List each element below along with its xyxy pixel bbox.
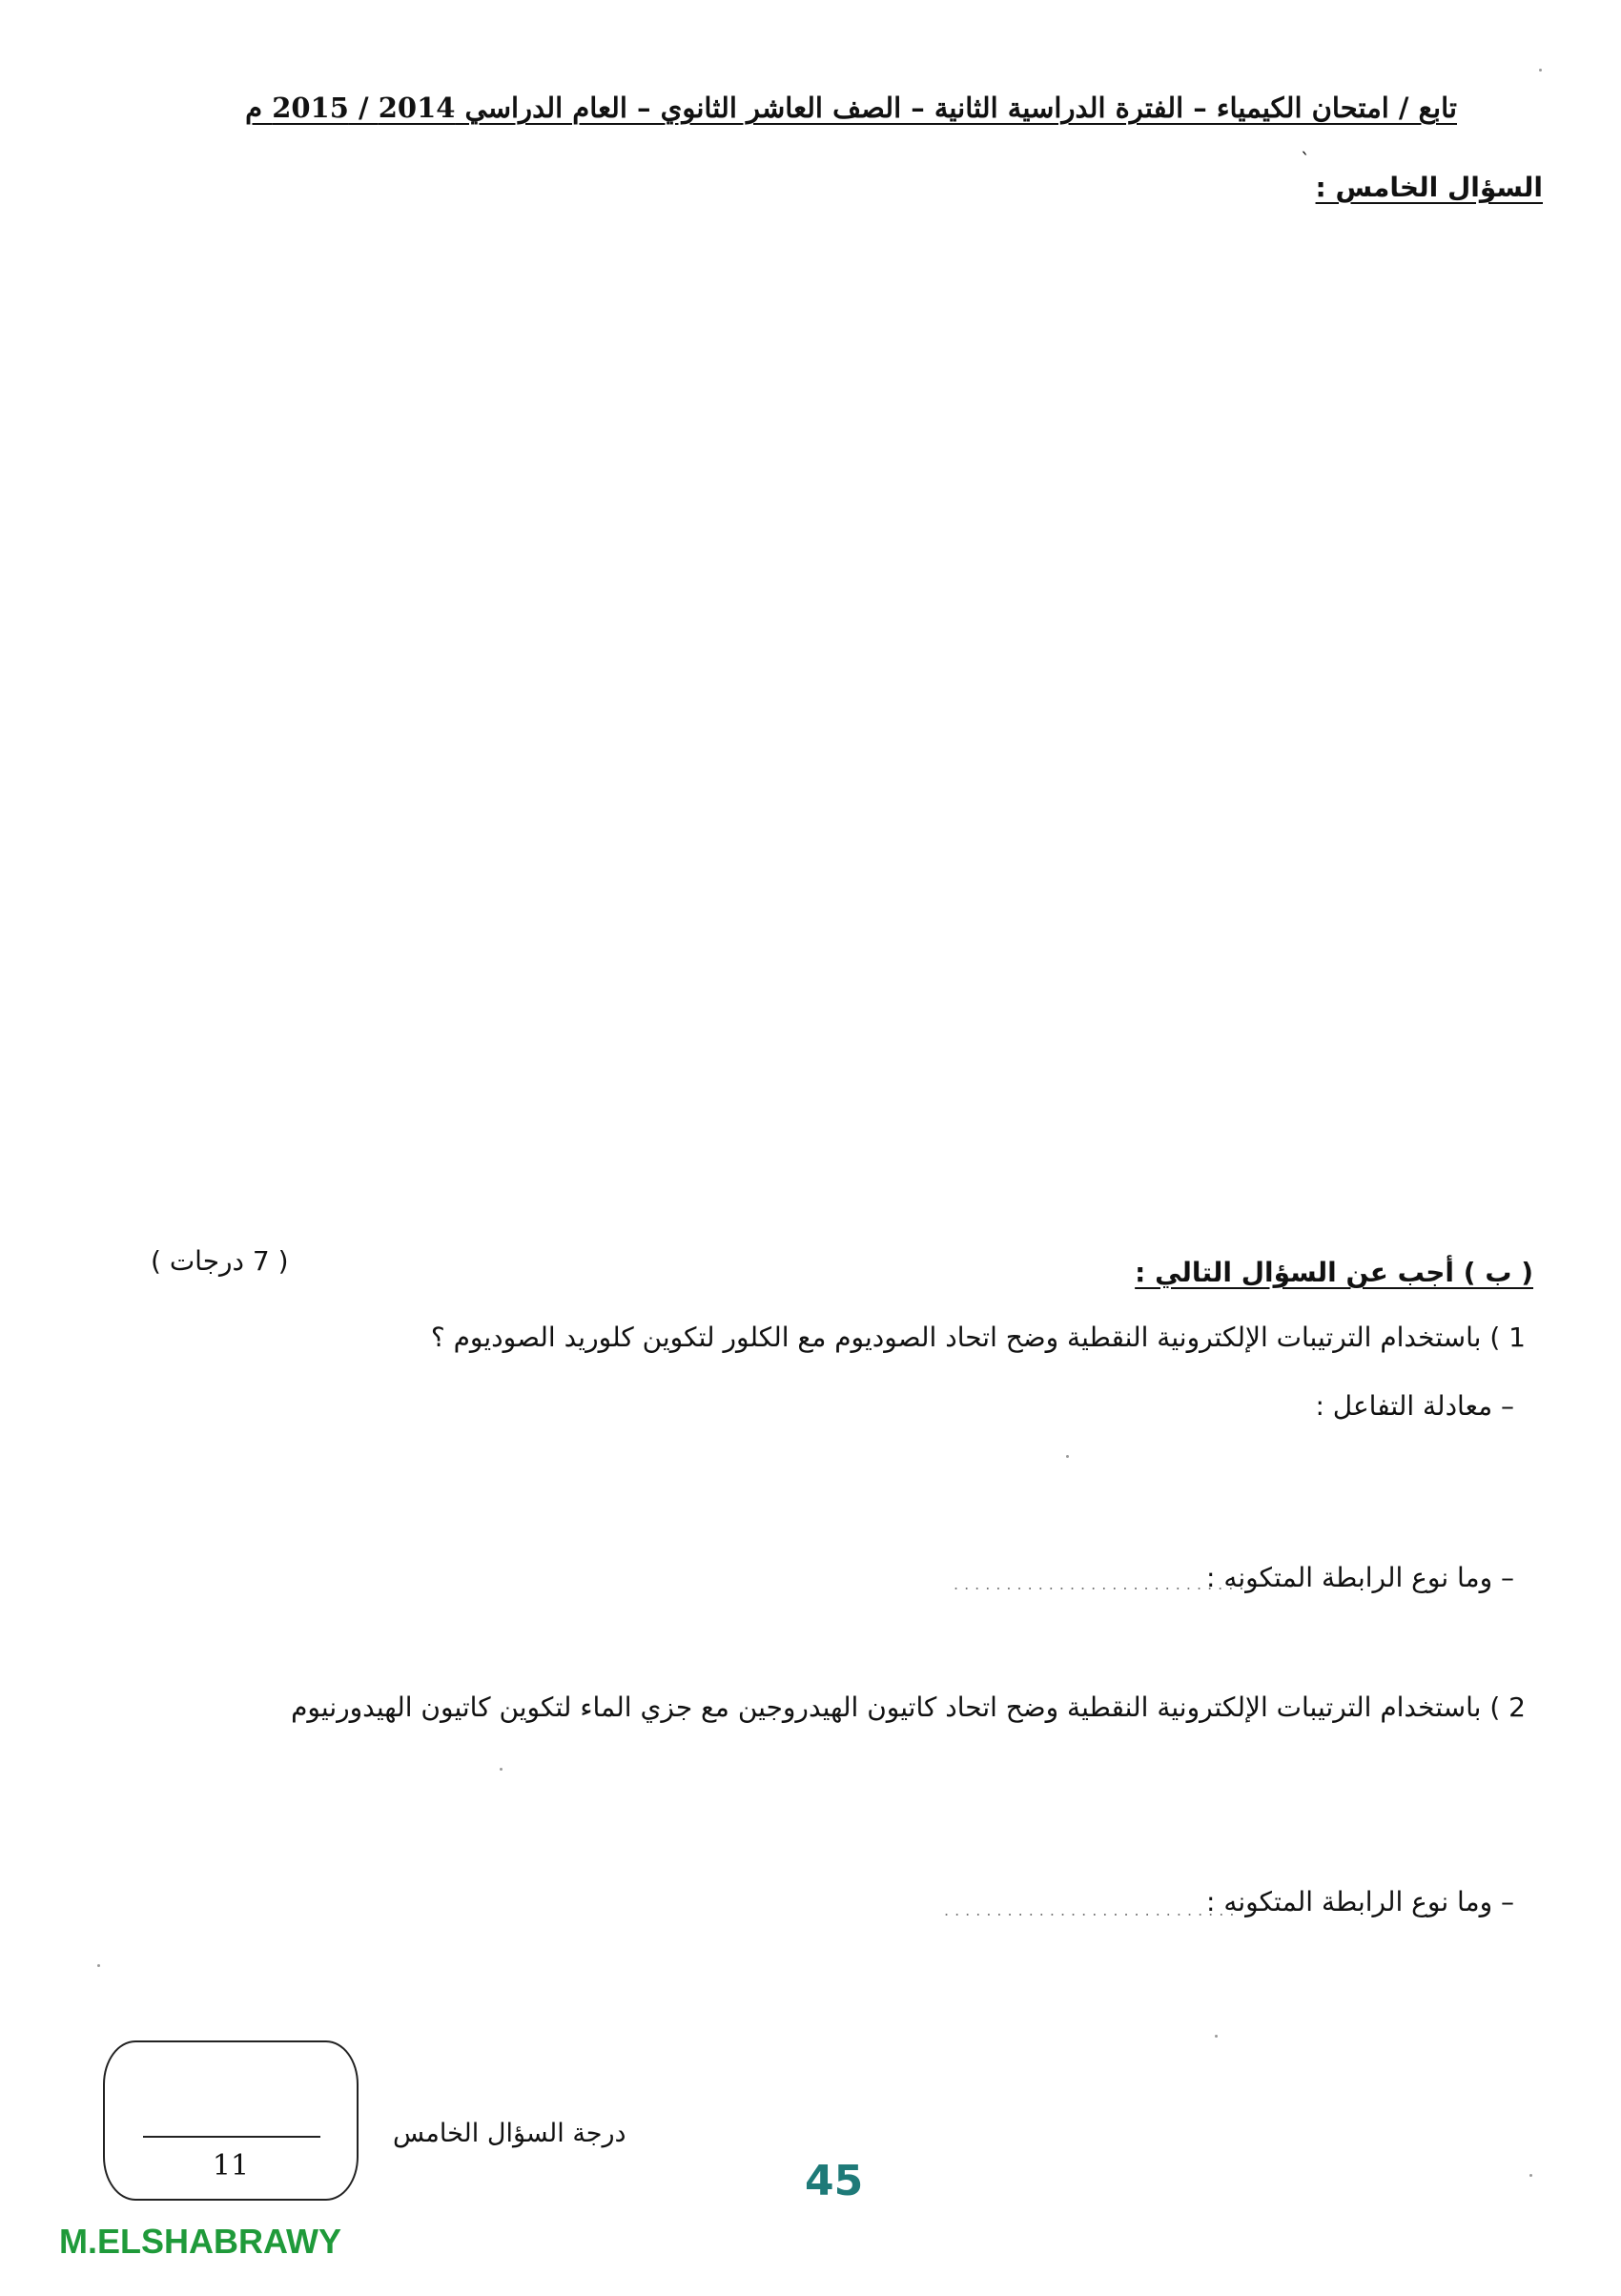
question-1-text: 1 ) باستخدام الترتيبات الإلكترونية النقطية وضح اتحاد الصوديوم مع الكلور لتكوين كلوريد الصوديوم ؟	[430, 1322, 1526, 1353]
scan-speck	[1066, 1455, 1069, 1458]
question-2-text: 2 ) باستخدام الترتيبات الإلكترونية النقطية وضح اتحاد كاتيون الهيدروجين مع جزي الماء لتكوين كاتيون الهيدورنيوم	[291, 1691, 1526, 1723]
page-number: 45	[805, 2157, 864, 2205]
q2-answer-dots: ............................	[944, 1901, 1241, 1919]
scan-speck	[1215, 2035, 1218, 2038]
scan-speck	[1539, 69, 1542, 72]
watermark: M.ELSHABRAWY	[59, 2222, 341, 2261]
grade-box	[103, 2040, 359, 2201]
reaction-equation-label: – معادلة التفاعل :	[1315, 1390, 1514, 1422]
scan-speck	[1529, 2174, 1532, 2177]
part-b-marks: ( 7 درجات )	[151, 1245, 289, 1277]
q1-answer-dots: ............................	[954, 1575, 1250, 1593]
grade-score-line	[143, 2136, 320, 2138]
scan-speck	[500, 1768, 503, 1771]
question-five-title: السؤال الخامس :	[1315, 172, 1543, 203]
header-tick-mark: `	[1301, 149, 1310, 172]
q2-bond-type-label: – وما نوع الرابطة المتكونه :	[1206, 1886, 1514, 1917]
q1-bond-type-label: – وما نوع الرابطة المتكونه :	[1206, 1562, 1514, 1593]
grade-label: درجة السؤال الخامس	[393, 2119, 626, 2148]
scan-speck	[97, 1964, 100, 1967]
grade-total: 11	[212, 2149, 250, 2183]
part-b-title: ( ب ) أجب عن السؤال التالي :	[1135, 1257, 1533, 1288]
exam-header: تابع / امتحان الكيمياء – الفترة الدراسية الثانية – الصف العاشر الثانوي – العام الدراسي 2014 / 2015 م	[245, 92, 1457, 124]
